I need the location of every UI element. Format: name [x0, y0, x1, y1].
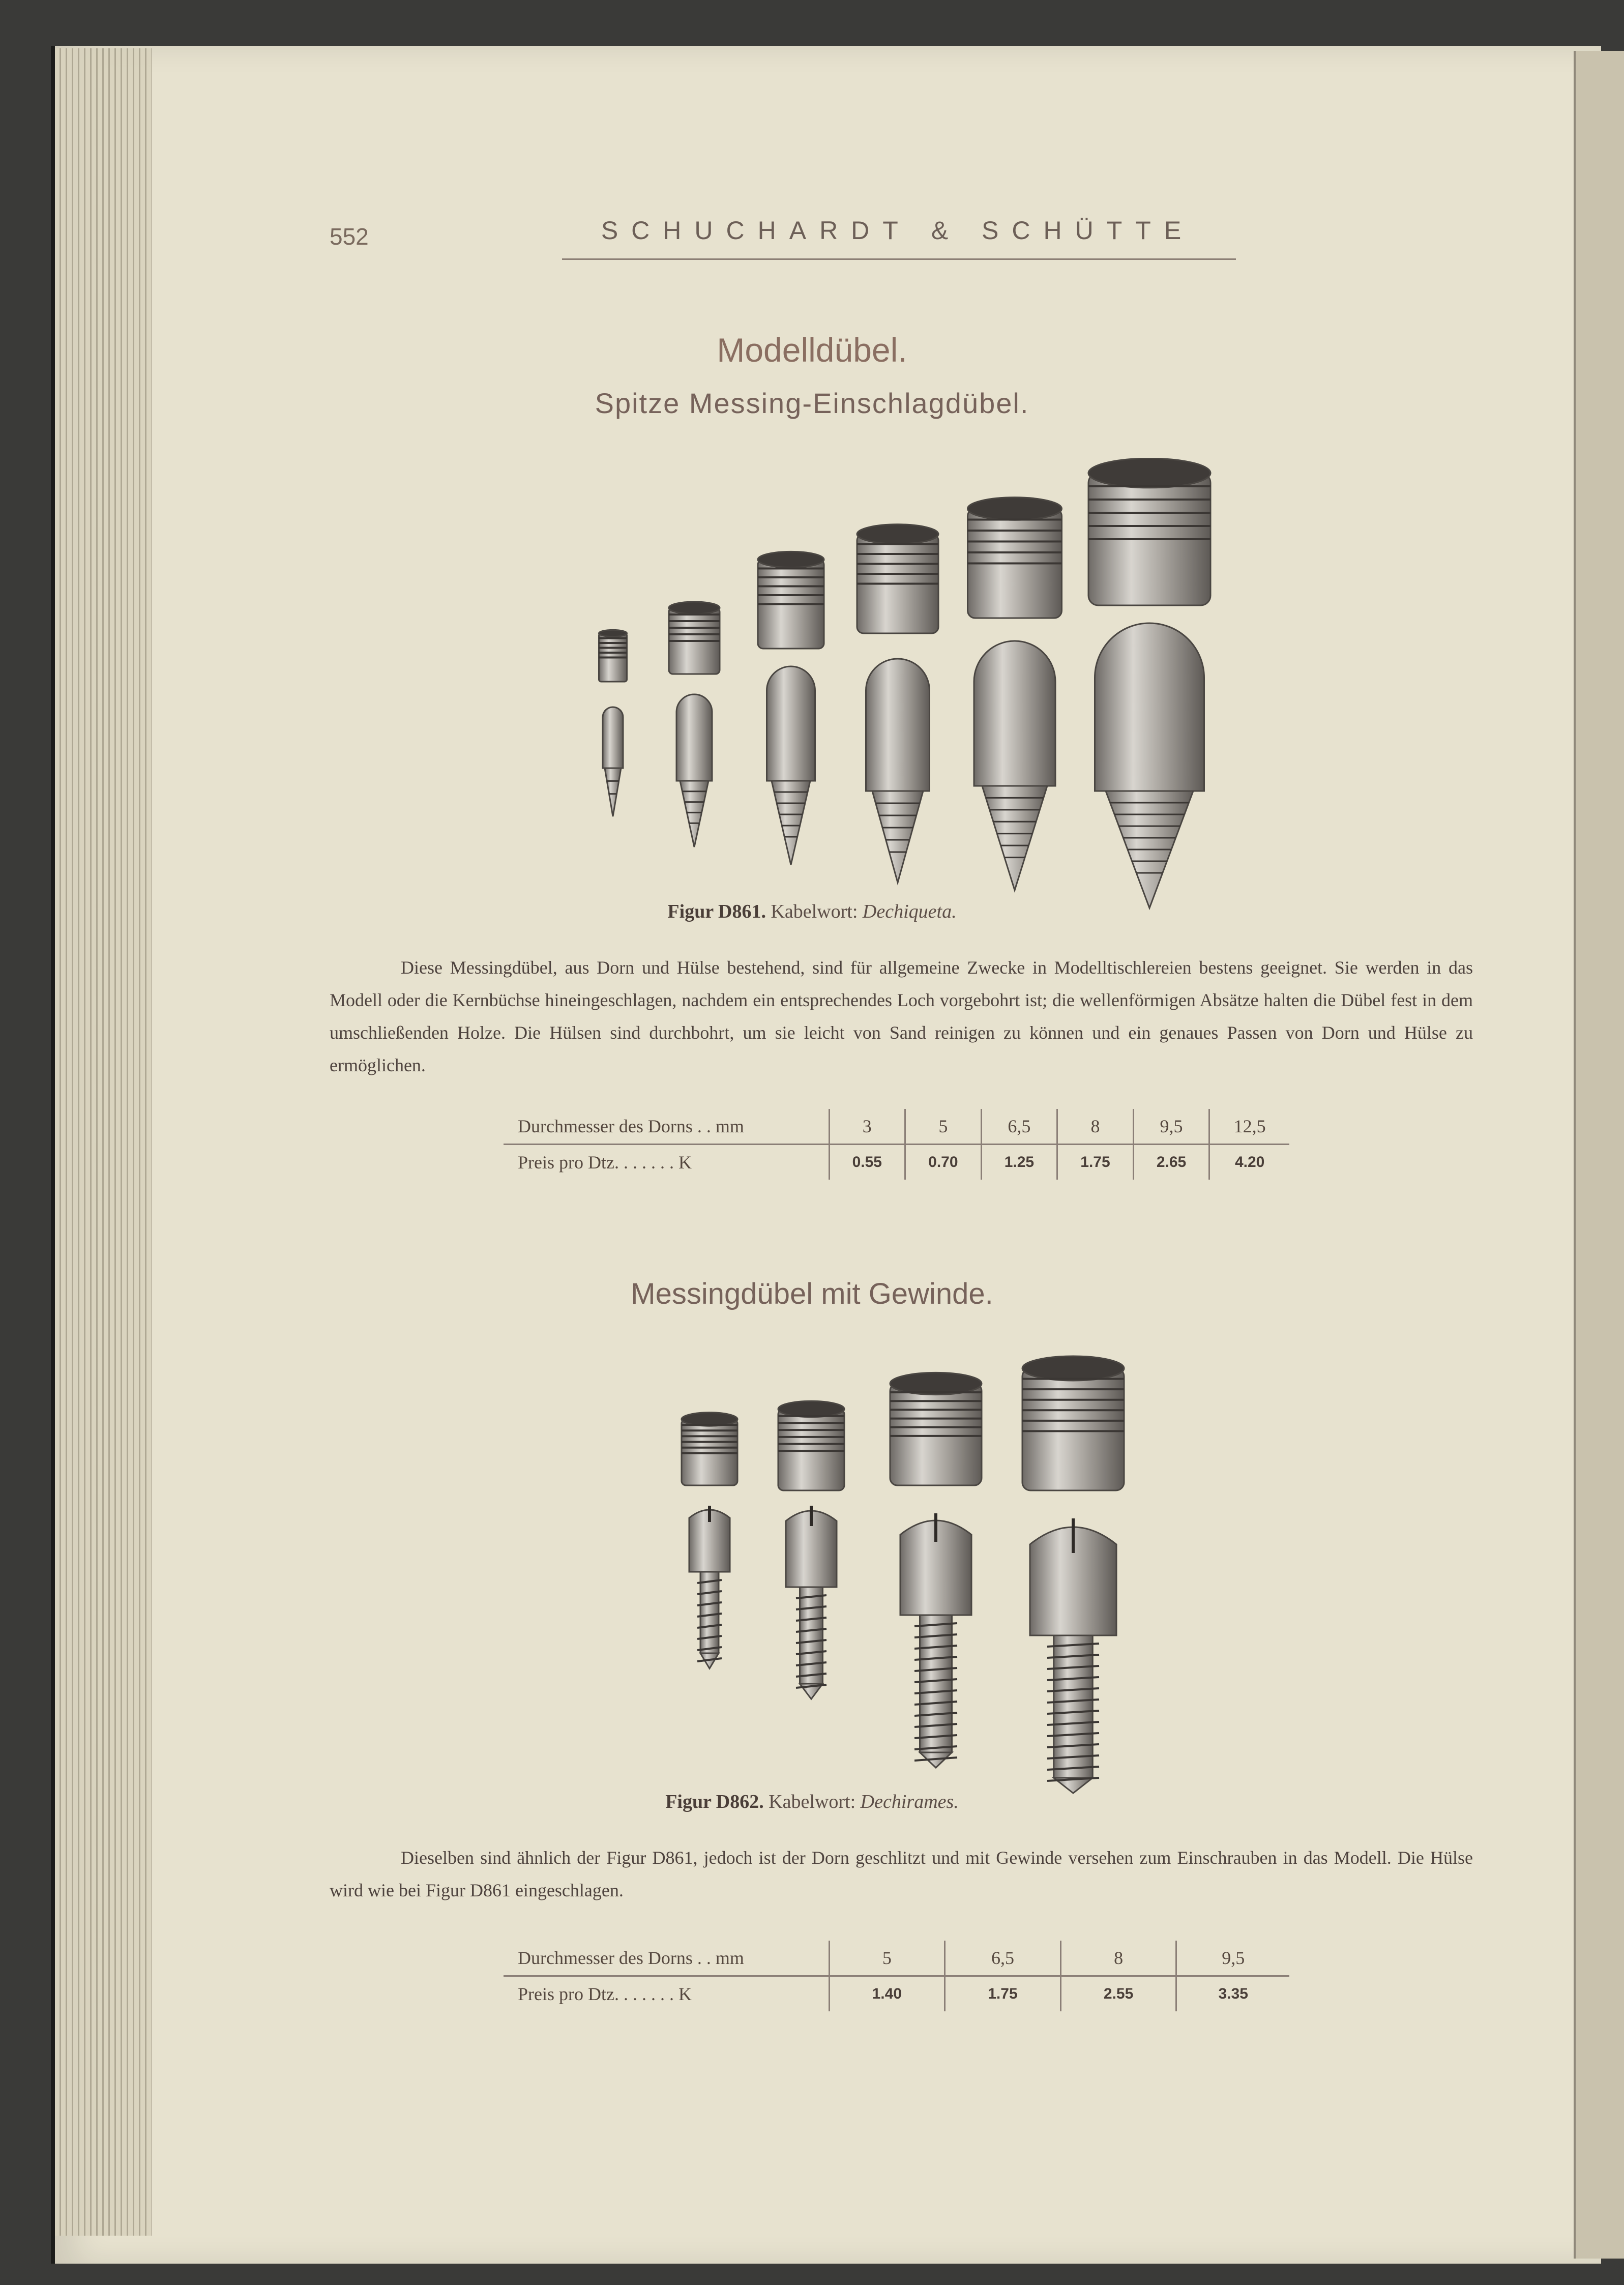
dowel-sleeve — [857, 524, 938, 633]
screw-shaft — [700, 1572, 719, 1653]
pin-head — [866, 659, 930, 791]
cell-diameter: 5 — [829, 1941, 945, 1976]
cell-price: 3.35 — [1176, 1976, 1289, 2012]
screw-pin — [900, 1513, 971, 1768]
dowel-pin — [974, 641, 1055, 890]
section2-title: Messingdübel mit Gewinde. — [631, 1277, 993, 1310]
figure-d862-caption — [0, 1791, 1624, 1813]
table-row — [504, 1941, 1289, 1976]
table-d861 — [504, 1109, 1289, 1180]
dowel-sleeve — [1022, 1356, 1124, 1490]
dowel-pin — [676, 694, 712, 847]
pin-spike — [872, 791, 923, 883]
kabelwort-label: Kabelwort: — [769, 1791, 856, 1812]
figure-label: Figur D862. — [665, 1791, 764, 1812]
cell-price: 1.25 — [981, 1145, 1057, 1180]
cell-price: 0.70 — [905, 1145, 982, 1180]
dowel-pin — [603, 707, 623, 816]
dowel-pin — [767, 666, 815, 865]
dowel-sleeve — [968, 497, 1062, 618]
table-row — [504, 1109, 1289, 1145]
sleeve-bore — [890, 1372, 982, 1394]
facing-page-edge — [1574, 51, 1624, 2259]
dowel-pin — [1095, 623, 1204, 908]
sleeve-bore — [857, 524, 938, 544]
cell-price: 4.20 — [1209, 1145, 1289, 1180]
description-paragraph: Diese Messingdübel, aus Dorn und Hülse bestehend, sind für allgemeine Zwecke in Modelltischlereien bestens geeignet. Sie werden in das Modell oder die Kernbüchse hineingeschlagen, nachdem ein entsprechendes Loch vorgebohrt ist; die wellenförmigen Absätze halten die Dübel fest in dem umschließenden Holze. Die Hülsen sind durchbohrt, um sie leicht von Sand reinigen zu können und ein genaues Passen von Dorn und Hülse zu ermöglichen. — [330, 957, 1473, 1075]
figure-d862-dowels — [661, 1353, 1170, 1811]
cell-diameter: 3 — [829, 1109, 905, 1145]
screw-pin — [786, 1506, 837, 1699]
row-label-diameter: Durchmesser des Dorns . . mm — [504, 1109, 829, 1145]
description-paragraph: Dieselben sind ähnlich der Figur D861, jedoch ist der Dorn geschlitzt und mit Gewinde versehen zum Einschrauben in das Modell. Die Hülse wird wie bei Figur D861 eingeschlagen. — [330, 1848, 1473, 1900]
cell-price: 0.55 — [829, 1145, 905, 1180]
page-edges — [55, 48, 152, 2236]
sleeve-bore — [758, 551, 824, 567]
kabelwort: Dechiqueta. — [862, 901, 957, 922]
screw-pin — [1030, 1518, 1116, 1793]
cell-diameter: 6,5 — [981, 1109, 1057, 1145]
kabelwort-label: Kabelwort: — [771, 901, 858, 922]
sleeve-bore — [778, 1401, 844, 1417]
cell-price: 2.55 — [1060, 1976, 1176, 2012]
cell-diameter: 9,5 — [1176, 1941, 1289, 1976]
pin-head — [676, 694, 712, 781]
dowel-sleeve — [1088, 458, 1210, 605]
dowel-sleeve — [599, 630, 627, 682]
cell-diameter: 6,5 — [945, 1941, 1061, 1976]
section-subtitle: Spitze Messing-Einschlagdübel. — [595, 387, 1029, 419]
screw-shaft — [800, 1587, 823, 1684]
table-d862 — [504, 1941, 1289, 2011]
cell-diameter: 9,5 — [1133, 1109, 1209, 1145]
figure-d861-caption — [0, 900, 1624, 923]
row-label-diameter: Durchmesser des Dorns . . mm — [504, 1941, 829, 1976]
table-row — [504, 1145, 1289, 1180]
page-number: 552 — [330, 223, 369, 250]
pin-spike — [982, 786, 1047, 890]
figure-d861-dowels — [559, 458, 1272, 916]
sleeve-bore — [1022, 1356, 1124, 1381]
kabelwort: Dechirames. — [860, 1791, 959, 1812]
sleeve-bore — [669, 602, 720, 614]
running-head: SCHUCHARDT & SCHÜTTE — [601, 216, 1195, 245]
dowel-sleeve — [669, 602, 720, 674]
pin-spike — [605, 768, 621, 816]
figure-label: Figur D861. — [667, 901, 766, 922]
sleeve-bore — [1088, 458, 1210, 488]
sleeve-body — [890, 1384, 982, 1485]
cell-price: 1.75 — [1057, 1145, 1134, 1180]
pin-head — [1095, 623, 1204, 791]
cell-diameter: 8 — [1060, 1941, 1176, 1976]
cell-diameter: 12,5 — [1209, 1109, 1289, 1145]
dowel-sleeve — [758, 551, 824, 649]
section-title: Modelldübel. — [717, 331, 907, 369]
pin-head — [767, 666, 815, 781]
sleeve-bore — [599, 630, 627, 636]
pin-head — [603, 707, 623, 768]
row-label-price: Preis pro Dtz. . . . . . . K — [518, 1984, 692, 2004]
dowel-sleeve — [682, 1413, 737, 1485]
pin-head — [974, 641, 1055, 786]
cell-price: 1.40 — [829, 1976, 945, 2012]
screw-pin — [689, 1506, 730, 1668]
sleeve-bore — [968, 497, 1062, 520]
cell-price: 2.65 — [1133, 1145, 1209, 1180]
cell-price: 1.75 — [945, 1976, 1061, 2012]
dowel-sleeve — [890, 1372, 982, 1485]
sleeve-body — [778, 1409, 844, 1490]
table-row — [504, 1976, 1289, 2012]
dowel-pin — [866, 659, 930, 883]
cell-diameter: 8 — [1057, 1109, 1134, 1145]
pin-spike — [772, 781, 810, 865]
dowel-sleeve — [778, 1401, 844, 1490]
row-label-price: Preis pro Dtz. . . . . . . K — [518, 1152, 692, 1173]
cell-diameter: 5 — [905, 1109, 982, 1145]
header-rule — [562, 258, 1236, 260]
sleeve-body — [1022, 1368, 1124, 1490]
